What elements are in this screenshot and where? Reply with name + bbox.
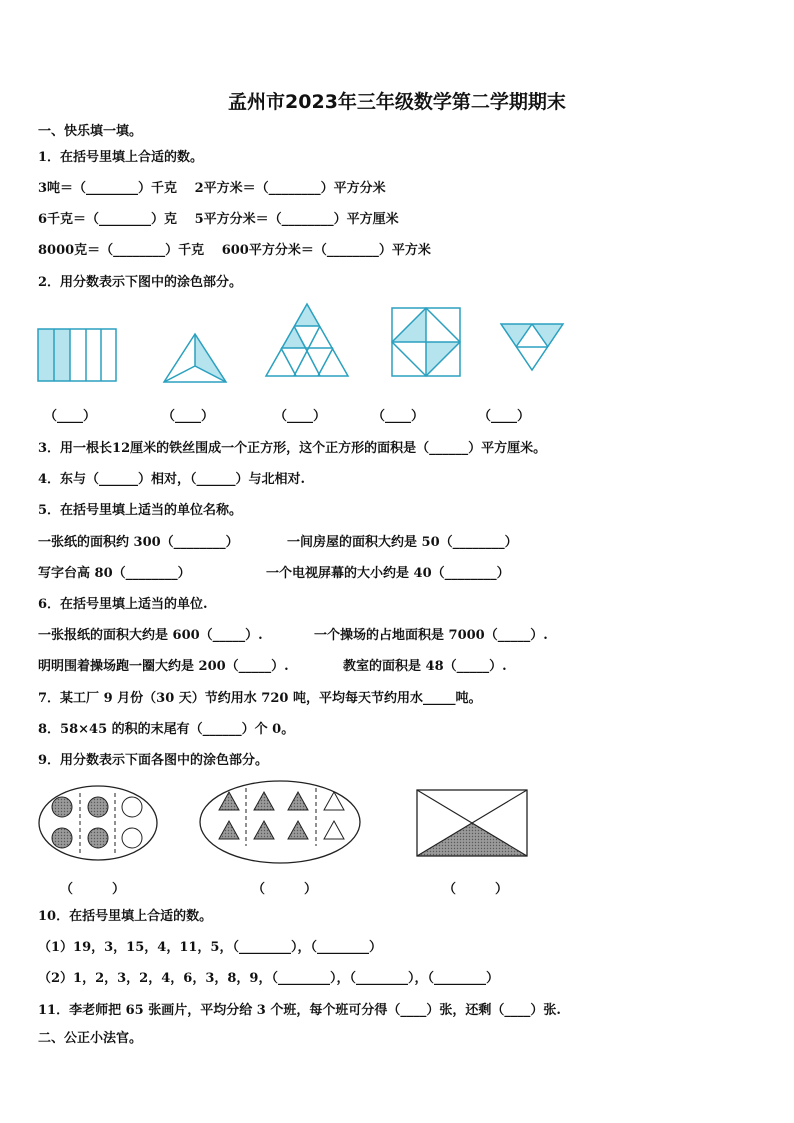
q1-row1: 3吨＝（________）千克 2平方米＝（________）平方分米 <box>38 181 386 196</box>
q7: 7．某工厂 9 月份（30 天）节约用水 720 吨，平均每天节约用水_____吨。 <box>38 691 482 706</box>
q1-row2: 6千克＝（________）克 5平方分米＝（________）平方厘米 <box>38 212 399 227</box>
q2-triangle-ninths-figure <box>262 300 352 380</box>
section-2-heading: 二、公正小法官。 <box>38 1031 143 1046</box>
q5-item-b: 一间房屋的面积大约是 50（________） <box>287 535 518 550</box>
q2-blank-1[interactable]: （____） <box>44 409 97 424</box>
q5-stem: 5．在括号里填上适当的单位名称。 <box>38 503 243 518</box>
q3: 3．用一根长12厘米的铁丝围成一个正方形，这个正方形的面积是（______）平方厘米。 <box>38 441 547 456</box>
q2-rectangle-strips-figure <box>36 325 120 385</box>
q2-inverted-triangle-figure <box>497 320 567 374</box>
q1-stem: 1．在括号里填上合适的数。 <box>38 150 204 165</box>
q5-item-d: 一个电视屏幕的大小约是 40（________） <box>266 566 510 581</box>
q2-square-diamond-figure <box>388 304 464 380</box>
section-1-heading: 一、快乐填一填。 <box>38 124 143 139</box>
q6-item-b: 一个操场的占地面积是 7000（_____）. <box>314 628 548 643</box>
q4: 4．东与（______）相对，（______）与北相对. <box>38 472 306 487</box>
q2-triangle-thirds-figure <box>160 330 230 386</box>
q2-blank-2[interactable]: （____） <box>162 409 215 424</box>
q2-stem: 2．用分数表示下图中的涂色部分。 <box>38 275 243 290</box>
q6-item-c: 明明围着操场跑一圈大约是 200（_____）. <box>38 659 289 674</box>
q2-blank-3[interactable]: （____） <box>274 409 327 424</box>
q6-stem: 6．在括号里填上适当的单位. <box>38 597 208 612</box>
q10-stem: 10．在括号里填上合适的数。 <box>38 909 213 924</box>
q2-blank-4[interactable]: （____） <box>372 409 425 424</box>
q1-row3: 8000克＝（________）千克 600平方分米＝（________）平方米 <box>38 243 431 258</box>
q9-blank-2[interactable]: （ ） <box>252 882 318 897</box>
q10-row2: （2）1，2，3，2，4，6，3，8，9，（________），（________），（________） <box>38 971 499 986</box>
q9-oval-triangles-figure <box>197 778 363 866</box>
q5-item-c: 写字台高 80（________） <box>38 566 191 581</box>
q6-item-d: 教室的面积是 48（_____）. <box>343 659 507 674</box>
q9-rectangle-triangle-figure <box>414 787 530 859</box>
q9-stem: 9．用分数表示下面各图中的涂色部分。 <box>38 753 269 768</box>
q11: 11．李老师把 65 张画片，平均分给 3 个班，每个班可分得（____）张，还剩（____）张. <box>38 1003 561 1018</box>
q9-oval-circles-figure <box>36 783 160 863</box>
q9-blank-1[interactable]: （ ） <box>60 882 126 897</box>
q5-item-a: 一张纸的面积约 300（________） <box>38 535 239 550</box>
q6-item-a: 一张报纸的面积大约是 600（_____）. <box>38 628 263 643</box>
q2-blank-5[interactable]: （____） <box>478 409 531 424</box>
page-title: 孟州市2023年三年级数学第二学期期末 <box>228 91 566 113</box>
q10-row1: （1）19，3，15，4，11，5，（________），（________） <box>38 940 382 955</box>
q8: 8．58×45 的积的末尾有（______）个 0。 <box>38 722 295 737</box>
q9-blank-3[interactable]: （ ） <box>443 882 509 897</box>
